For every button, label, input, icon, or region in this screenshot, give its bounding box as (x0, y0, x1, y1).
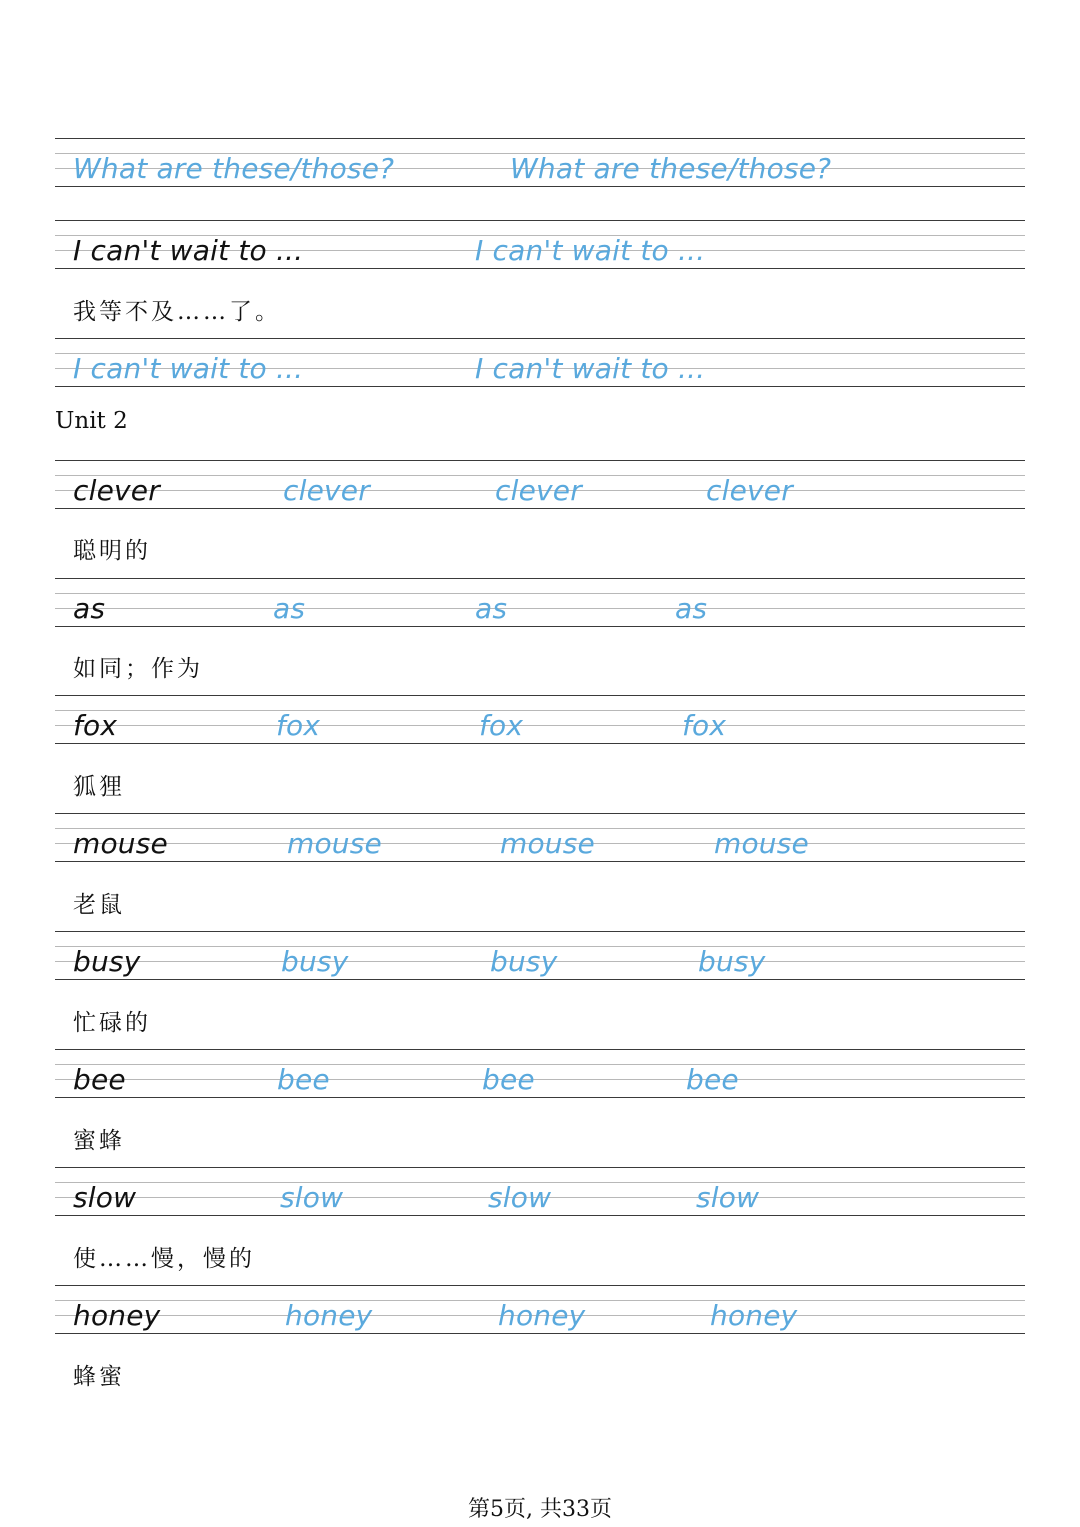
handwriting-band-sentence-3 (55, 338, 1025, 388)
trace-word: mouse (500, 827, 595, 860)
rule-mid (55, 1064, 1025, 1065)
model-word: clever (73, 474, 160, 507)
trace-word: bee (277, 1063, 330, 1096)
trace-word: fox (682, 709, 727, 742)
trace-sentence: What are these/those? (510, 152, 832, 185)
handwriting-band-sentence-2 (55, 220, 1025, 270)
model-word: bee (73, 1063, 126, 1096)
rule-top (55, 1167, 1025, 1168)
rule-bottom (55, 979, 1025, 980)
trace-word: fox (276, 709, 321, 742)
trace-word: busy (698, 945, 766, 978)
trace-word: busy (281, 945, 349, 978)
handwriting-band-word (55, 695, 1025, 745)
model-word: fox (73, 709, 118, 742)
trace-word: honey (710, 1299, 798, 1332)
trace-word: honey (498, 1299, 586, 1332)
rule-top (55, 338, 1025, 339)
model-word: busy (73, 945, 141, 978)
handwriting-band-word (55, 1049, 1025, 1099)
rule-top (55, 460, 1025, 461)
handwriting-band-word (55, 578, 1025, 628)
word-meaning: 蜜蜂 (73, 1128, 125, 1154)
rule-mid (55, 608, 1025, 609)
trace-word: clever (706, 474, 793, 507)
word-meaning: 老鼠 (73, 892, 125, 918)
trace-word: as (273, 592, 306, 625)
rule-mid (55, 710, 1025, 711)
handwriting-band-word (55, 1167, 1025, 1217)
rule-bottom (55, 508, 1025, 509)
trace-word: slow (696, 1181, 760, 1214)
rule-top (55, 138, 1025, 139)
page-footer: 第5页, 共33页 (468, 1497, 612, 1522)
unit-heading: Unit 2 (55, 408, 128, 434)
trace-word: mouse (287, 827, 382, 860)
rule-bottom (55, 386, 1025, 387)
rule-mid (55, 1079, 1025, 1080)
rule-bottom (55, 186, 1025, 187)
trace-word: clever (495, 474, 582, 507)
trace-word: bee (482, 1063, 535, 1096)
trace-sentence: I can't wait to ... (73, 352, 304, 385)
sentence-translation: 我等不及……了。 (73, 299, 281, 325)
trace-sentence: I can't wait to ... (475, 352, 706, 385)
handwriting-band-word (55, 460, 1025, 510)
trace-word: as (675, 592, 708, 625)
word-meaning: 忙碌的 (73, 1010, 151, 1036)
trace-sentence: I can't wait to ... (475, 234, 706, 267)
rule-top (55, 578, 1025, 579)
rule-bottom (55, 626, 1025, 627)
rule-top (55, 813, 1025, 814)
rule-mid (55, 593, 1025, 594)
model-word: as (73, 592, 106, 625)
trace-word: honey (285, 1299, 373, 1332)
rule-top (55, 931, 1025, 932)
trace-word: fox (479, 709, 524, 742)
model-sentence: I can't wait to ... (73, 234, 304, 267)
rule-top (55, 1285, 1025, 1286)
rule-bottom (55, 861, 1025, 862)
trace-word: busy (490, 945, 558, 978)
rule-bottom (55, 1097, 1025, 1098)
rule-top (55, 695, 1025, 696)
rule-bottom (55, 1215, 1025, 1216)
word-meaning: 如同；作为 (73, 656, 203, 682)
trace-word: mouse (714, 827, 809, 860)
handwriting-band-word (55, 931, 1025, 981)
word-meaning: 使……慢，慢的 (73, 1246, 255, 1272)
rule-bottom (55, 268, 1025, 269)
handwriting-band-word (55, 813, 1025, 863)
rule-mid (55, 725, 1025, 726)
handwriting-band-sentence-1 (55, 138, 1025, 188)
trace-word: slow (280, 1181, 344, 1214)
model-word: mouse (73, 827, 168, 860)
word-meaning: 聪明的 (73, 538, 151, 564)
rule-top (55, 220, 1025, 221)
trace-sentence: What are these/those? (73, 152, 395, 185)
rule-bottom (55, 743, 1025, 744)
model-word: honey (73, 1299, 161, 1332)
word-meaning: 蜂蜜 (73, 1364, 125, 1390)
trace-word: bee (686, 1063, 739, 1096)
model-word: slow (73, 1181, 137, 1214)
rule-top (55, 1049, 1025, 1050)
trace-word: as (475, 592, 508, 625)
trace-word: clever (283, 474, 370, 507)
word-meaning: 狐狸 (73, 774, 125, 800)
trace-word: slow (488, 1181, 552, 1214)
rule-bottom (55, 1333, 1025, 1334)
handwriting-band-word (55, 1285, 1025, 1335)
